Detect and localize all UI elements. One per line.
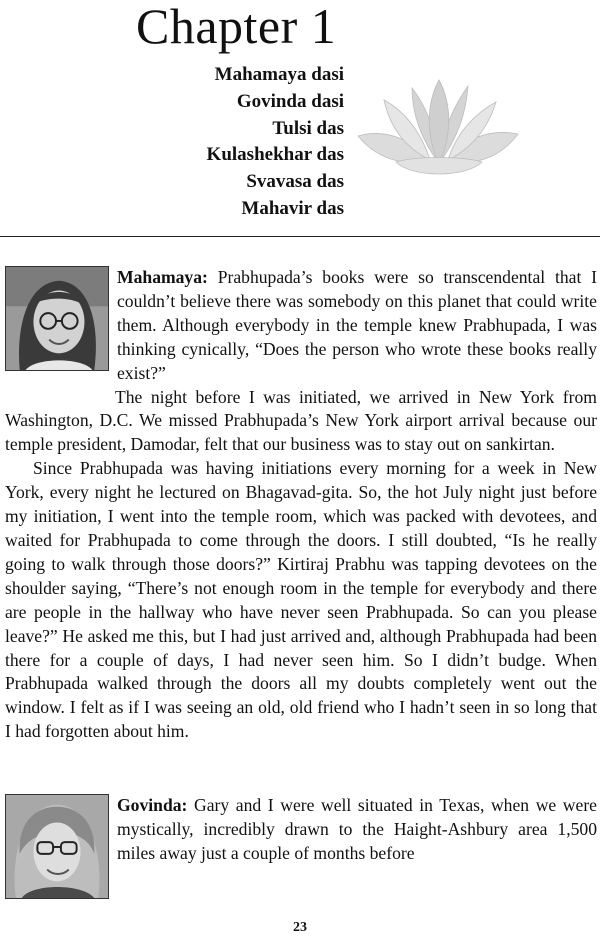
author-list [124, 62, 344, 223]
govinda-portrait [5, 794, 109, 899]
author-name: Mahamaya dasi [214, 64, 344, 85]
mahamaya-section [5, 266, 597, 744]
paragraph: Since Prabhupada was having initiations every morning for a week in New York, every night he lectured on Bhagavad-gita. So, the hot July night just before my initiation, I went into the temple room, which was packed with devotees, and waited for Prabhupada to come through the doors. I still doubted, “Is he really going to walk through those doors?” Kirtiraj Prabhu was tapping devotees on the shoulder saying, “There’s not enough room in the temple for everybody and there are people in the hallway who have never seen Prabhupada. So can you please leave?” He asked me this, but I had just arrived and, although Prabhupada had been there for a couple of days, I had never seen him. So I didn’t budge. When Prabhupada walked through the doors all my doubts completely went out the window. I felt as if I was seeing an old, old friend who I hadn’t seen in so long that I had forgotten about him. [5, 458, 597, 742]
govinda-section [5, 794, 597, 899]
lotus-illustration [356, 78, 520, 188]
author-name: Govinda dasi [236, 90, 344, 112]
paragraph-text: Prabhupada’s books were so transcendental that I couldn’t believe there was somebody on this planet that could write them. Although everybody in the temple knew Prabhupada, I was thinking cynically, “Does the person who wrote these books really exist?” [117, 267, 597, 383]
chapter-title: Chapter 1 [136, 0, 337, 54]
mahamaya-portrait [5, 266, 109, 371]
page-number: 23 [293, 920, 307, 935]
section-divider [0, 236, 600, 237]
author-name: Mahavir das [241, 197, 344, 219]
paragraph: The night before I was initiated, we arrived in New York from Washington, D.C. We missed Prabhupada’s New York airport arrival because our temple president, Damodar, felt that our business was to stay out on sankirtan. [5, 386, 597, 455]
speaker-name: Govinda: [117, 795, 188, 815]
paragraph-text: Gary and I were well situated in Texas, when we were mystically, incredibly drawn to the Haight-Ashbury area 1,500 miles away just a couple of months before [117, 795, 597, 863]
author-name: Kulashekhar das [206, 144, 344, 166]
author-name: Svavasa das [246, 171, 344, 193]
author-name: Tulsi das [272, 117, 344, 139]
speaker-name: Mahamaya: [117, 267, 208, 287]
